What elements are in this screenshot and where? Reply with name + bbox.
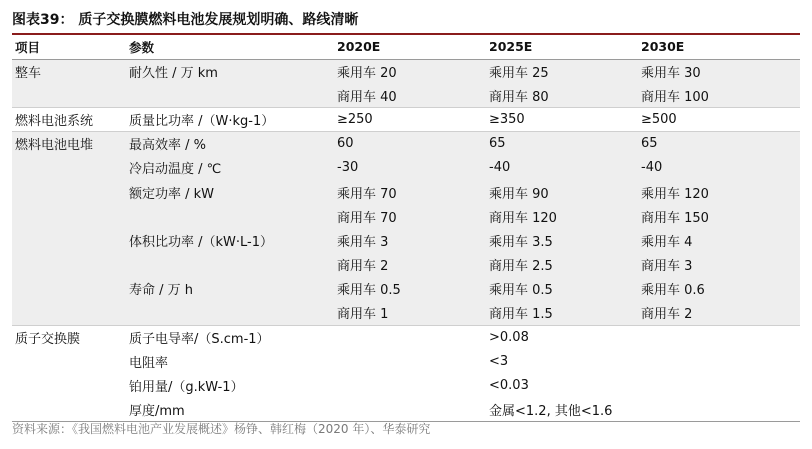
table-cell: 商用车 3: [638, 253, 800, 277]
table-cell: 65: [486, 132, 638, 156]
table-cell: [334, 325, 486, 349]
table-cell: ≥350: [486, 107, 638, 131]
table-cell: 最高效率 / %: [126, 132, 334, 156]
header-cell: 项目: [12, 35, 126, 59]
table-cell: 商用车 1.5: [486, 301, 638, 325]
table-cell: 商用车 40: [334, 83, 486, 107]
table-cell: [12, 156, 126, 180]
table-cell: 体积比功率 /（kW·L-1）: [126, 228, 334, 252]
table-cell: [334, 373, 486, 397]
table-cell: 电阻率: [129, 355, 169, 371]
table-cell: [126, 83, 334, 107]
table-cell: 乘用车 3.5: [486, 228, 638, 252]
table-row: [12, 107, 800, 131]
header-cell: 2025E: [486, 35, 638, 59]
table-cell: [12, 228, 126, 252]
table-cell: 乘用车 30: [638, 59, 800, 83]
table-cell: 商用车 1: [334, 301, 486, 325]
table-cell: 65: [638, 132, 800, 156]
table-row: [12, 253, 800, 277]
table-row: [12, 132, 800, 156]
table-cell: 乘用车 90: [486, 180, 638, 204]
table-header-row: [12, 35, 800, 59]
table-cell: 乘用车 120: [638, 180, 800, 204]
header-cell: 2020E: [334, 35, 486, 59]
table-cell: [12, 398, 126, 422]
table-cell: 铂用量/（g.kW-1）: [129, 380, 244, 396]
table-cell: <0.03: [489, 378, 529, 394]
table-row: [12, 204, 800, 228]
table-cell: 乘用车 0.5: [486, 277, 638, 301]
table-row: [12, 325, 800, 349]
table-cell: 商用车 120: [486, 204, 638, 228]
table-cell: [638, 373, 800, 397]
table-cell: 厚度/mm: [126, 398, 334, 422]
table-cell: [12, 204, 126, 228]
table-cell: [126, 253, 334, 277]
table-row: [12, 301, 800, 325]
table-row: [12, 228, 800, 252]
table-cell: [12, 277, 126, 301]
table-cell: [126, 301, 334, 325]
table-cell: 乘用车 25: [486, 59, 638, 83]
table-cell: 整车: [12, 59, 126, 83]
header-cell: 2030E: [638, 35, 800, 59]
table-cell: [12, 83, 126, 107]
table-cell: [12, 373, 126, 397]
table-cell: [638, 325, 800, 349]
table-cell: [638, 398, 800, 422]
table-cell: 寿命 / 万 h: [126, 277, 334, 301]
table-cell: 商用车 80: [486, 83, 638, 107]
table-cell: 60: [334, 132, 486, 156]
table-row: [12, 180, 800, 204]
table-cell: [12, 301, 126, 325]
table-cell: -40: [486, 156, 638, 180]
table-cell: 商用车 150: [638, 204, 800, 228]
table-cell: 乘用车 3: [334, 228, 486, 252]
table-cell: ≥500: [638, 107, 800, 131]
table-cell: 燃料电池电堆: [12, 132, 126, 156]
figure-title: 图表39： 质子交换膜燃料电池发展规划明确、路线清晰: [12, 12, 359, 28]
table-cell: 质量比功率 /（W·kg-1）: [126, 107, 334, 131]
table-cell: -30: [334, 156, 486, 180]
table-cell: 乘用车 0.5: [334, 277, 486, 301]
table-cell: 冷启动温度 / ℃: [126, 156, 334, 180]
table-cell: -40: [638, 156, 800, 180]
table-row: [12, 156, 800, 180]
table-row: [12, 83, 800, 107]
table-cell: [334, 349, 486, 373]
table-cell: 质子电导率/（S.cm-1）: [126, 325, 334, 349]
table-cell: [12, 253, 126, 277]
table-cell: 燃料电池系统: [12, 107, 126, 131]
header-cell: 参数: [126, 35, 334, 59]
table-cell: 商用车 100: [638, 83, 800, 107]
fuel-cell-plan-table: [12, 35, 800, 422]
table-cell: [12, 349, 126, 373]
table-cell: [126, 204, 334, 228]
table-row: [12, 398, 800, 422]
table-cell: 乘用车 0.6: [638, 277, 800, 301]
table-cell: 商用车 2.5: [486, 253, 638, 277]
table-cell: 金属<1.2, 其他<1.6: [486, 398, 638, 422]
table-row: [12, 349, 800, 373]
table-cell: 商用车 2: [638, 301, 800, 325]
table-cell: <3: [489, 353, 509, 369]
table-cell: 耐久性 / 万 km: [126, 59, 334, 83]
table-cell: [334, 398, 486, 422]
table-cell: [638, 349, 800, 373]
table-row: [12, 277, 800, 301]
table-row: [12, 373, 800, 397]
table-cell: 乘用车 70: [334, 180, 486, 204]
table-cell: >0.08: [486, 325, 638, 349]
table-cell: 乘用车 20: [334, 59, 486, 83]
table-cell: 质子交换膜: [12, 325, 126, 349]
table-cell: 额定功率 / kW: [126, 180, 334, 204]
table-cell: [12, 180, 126, 204]
table-row: [12, 59, 800, 83]
source-note: 资料来源：《我国燃料电池产业发展概述》杨铮、韩红梅（2020 年）、华泰研究: [12, 422, 431, 436]
table-cell: ≥250: [334, 107, 486, 131]
table-cell: 乘用车 4: [638, 228, 800, 252]
table-cell: 商用车 2: [334, 253, 486, 277]
table-cell: 商用车 70: [334, 204, 486, 228]
